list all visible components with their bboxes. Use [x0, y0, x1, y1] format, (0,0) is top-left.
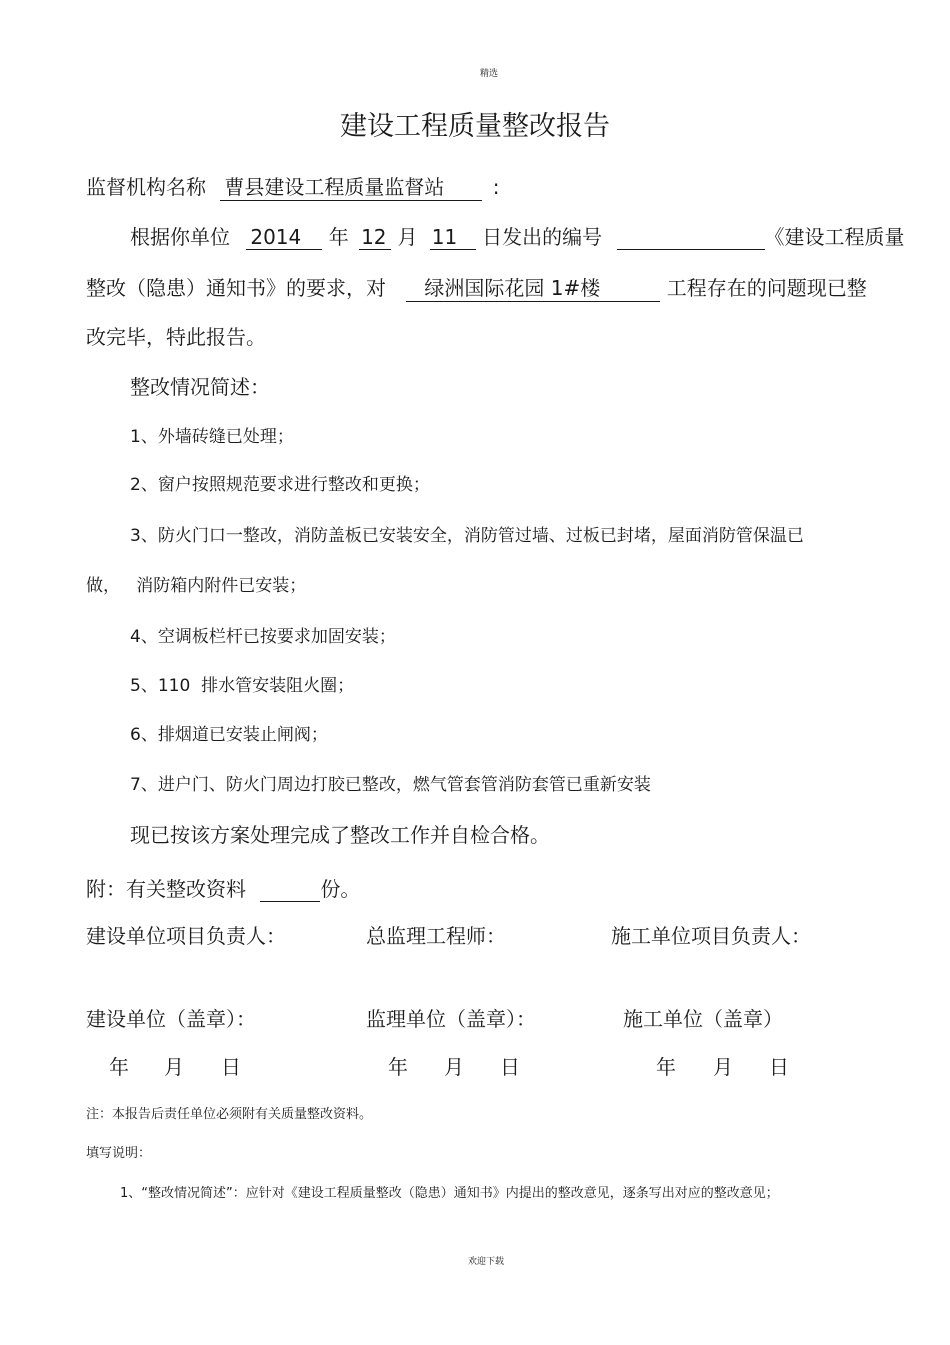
item-4: 4、空调板栏杆已按要求加固安装； [130, 627, 396, 647]
month-unit: 月 [397, 225, 418, 249]
contractor-project-lead: 施工单位项目负责人： [611, 924, 811, 948]
owner-date-month: 月 [164, 1055, 184, 1079]
contractor-date-year: 年 [656, 1055, 676, 1079]
agency-line [86, 171, 499, 201]
report-month: 12 [359, 225, 391, 250]
owner-date-day: 日 [221, 1055, 241, 1079]
conclusion: 现已按该方案处理完成了整改工作并自检合格。 [130, 823, 550, 847]
supervisor-date-day: 日 [500, 1055, 520, 1079]
report-year: 2014 [246, 225, 322, 250]
instructions-line-1: 1、“整改情况简述”：应针对《建设工程质量整改（隐患）通知书》内提出的整改意见，逐条写出对应的整改意见； [120, 1186, 779, 1201]
supervisor-seal: 监理单位（盖章）： [366, 1007, 536, 1031]
intro-end: 《建设工程质量 [764, 225, 905, 249]
item-3: 3、防火门口一整改，消防盖板已安装安全，消防管过墙、过板已封堵，屋面消防管保温已 [130, 526, 804, 546]
intro-line-2 [86, 272, 867, 302]
owner-project-lead: 建设单位项目负责人： [86, 924, 286, 948]
item-6: 6、排烟道已安装止闸阀； [130, 725, 328, 745]
agency-value: 曹县建设工程质量监督站 [220, 171, 482, 201]
item-3-continued: 做， 消防箱内附件已安装； [86, 576, 307, 596]
note: 注：本报告后责任单位必须附有关质量整改资料。 [86, 1107, 373, 1122]
chief-supervisor: 总监理工程师： [366, 924, 506, 948]
contractor-date-month: 月 [713, 1055, 733, 1079]
header-mark: 精选 [480, 69, 499, 79]
intro-p2-prefix: 整改（隐患）通知书》的要求，对 [86, 276, 386, 300]
owner-seal: 建设单位（盖章）： [86, 1007, 256, 1031]
attachment-count [260, 877, 320, 902]
item-1: 1、外墙砖缝已处理； [130, 427, 294, 447]
page-title: 建设工程质量整改报告 [340, 111, 610, 142]
intro-mid: 日发出的编号 [482, 225, 603, 249]
item-5: 5、110 排水管安装阻火圈； [130, 676, 355, 696]
attachment-suffix: 份。 [320, 877, 361, 901]
contractor-seal: 施工单位（盖章） [623, 1007, 783, 1031]
footer-mark: 欢迎下载 [468, 1257, 505, 1267]
intro-p2-end: 工程存在的问题现已整 [666, 276, 867, 300]
supervisor-date-year: 年 [388, 1055, 408, 1079]
report-day: 11 [430, 225, 476, 250]
item-2: 2、窗户按照规范要求进行整改和更换； [130, 475, 430, 495]
contractor-date-day: 日 [769, 1055, 789, 1079]
attachment-prefix: 附：有关整改资料 [86, 877, 246, 901]
item-7: 7、进户门、防火门周边打胶已整改，燃气管套管消防套管已重新安装 [130, 775, 651, 795]
agency-colon: : [492, 175, 500, 199]
supervisor-date-month: 月 [444, 1055, 464, 1079]
agency-label: 监督机构名称 [86, 175, 206, 199]
attachment-line [86, 873, 360, 902]
summary-label: 整改情况简述： [130, 375, 270, 399]
intro-line-1 [130, 221, 905, 250]
year-unit: 年 [328, 225, 349, 249]
project-name: 绿洲国际花园 1#楼 [406, 272, 660, 302]
intro-prefix: 根据你单位 [130, 225, 230, 249]
owner-date-year: 年 [109, 1055, 129, 1079]
instructions-label: 填写说明： [86, 1146, 152, 1161]
intro-line-3: 改完毕，特此报告。 [86, 325, 266, 349]
notice-number [617, 225, 765, 250]
